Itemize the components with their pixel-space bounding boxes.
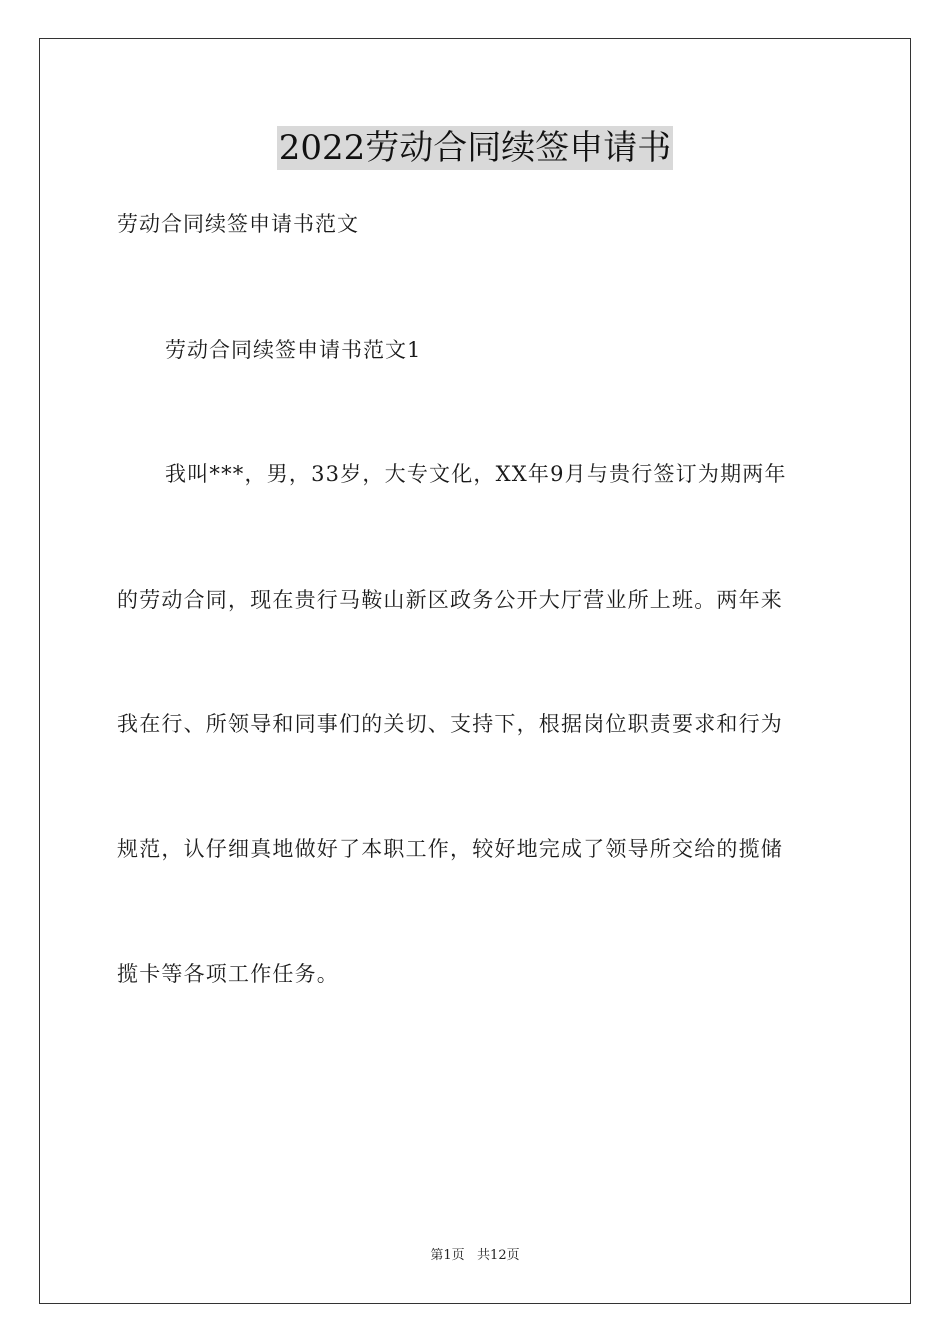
body-line-5: 揽卡等各项工作任务。 <box>117 962 339 986</box>
body-line-4: 规范，认仔细真地做好了本职工作，较好地完成了领导所交给的揽储 <box>117 837 783 861</box>
section-heading: 劳动合同续签申请书范文1 <box>165 338 422 362</box>
body-line-2: 的劳动合同，现在贵行马鞍山新区政务公开大厅营业所上班。两年来 <box>117 588 783 612</box>
body-line-3: 我在行、所领导和同事们的关切、支持下，根据岗位职责要求和行为 <box>117 712 783 736</box>
title-container <box>0 126 950 170</box>
page-footer: 第1页 共12页 <box>430 1248 520 1263</box>
document-title: 2022劳动合同续签申请书 <box>278 128 672 168</box>
body-line-1: 我叫***，男，33岁，大专文化，XX年9月与贵行签订为期两年 <box>165 462 787 486</box>
document-subtitle: 劳动合同续签申请书范文 <box>117 212 359 236</box>
